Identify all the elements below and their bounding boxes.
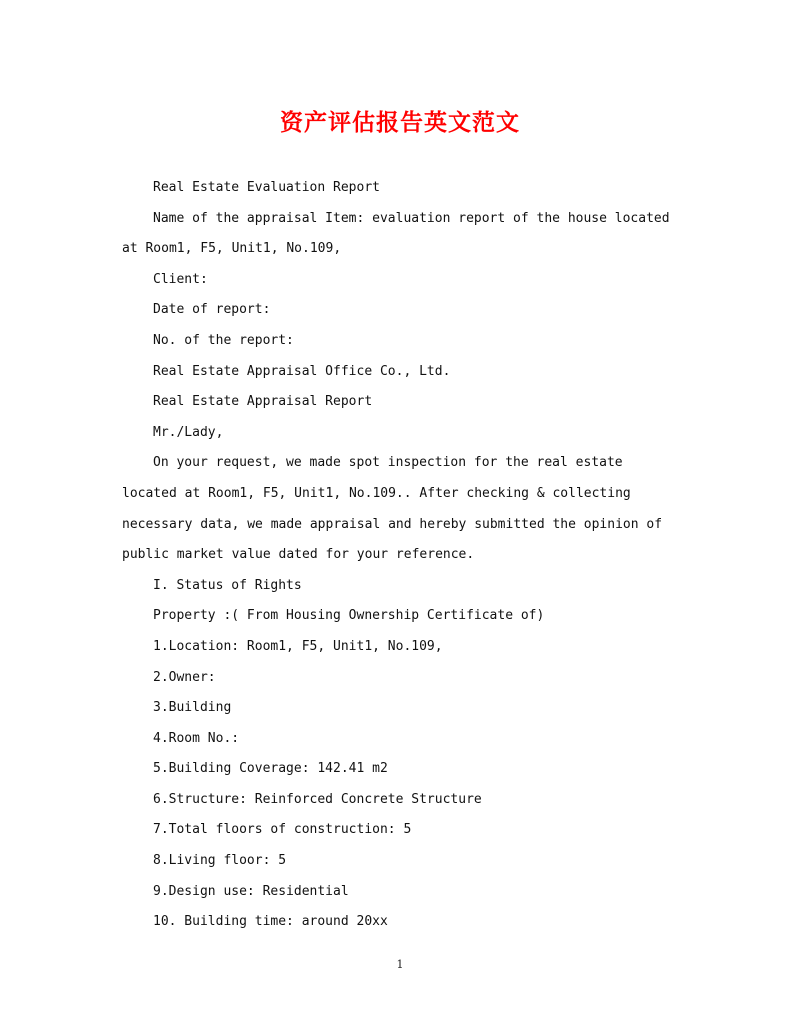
list-item-building-coverage: 5.Building Coverage: 142.41 m2 <box>153 761 388 777</box>
document-title: 资产评估报告英文范文 <box>280 110 520 136</box>
request-paragraph-line: public market value dated for your reference. <box>122 547 475 563</box>
list-item-location: 1.Location: Room1, F5, Unit1, No.109, <box>153 638 443 654</box>
client-line: Client: <box>153 271 208 287</box>
list-item-building-time: 10. Building time: around 20xx <box>153 914 388 930</box>
list-item-living-floor: 8.Living floor: 5 <box>153 853 287 869</box>
office-name-line: Real Estate Appraisal Office Co., Ltd. <box>153 363 451 379</box>
document-body <box>122 173 682 938</box>
list-item-total-floors: 7.Total floors of construction: 5 <box>153 822 412 838</box>
list-item-design-use: 9.Design use: Residential <box>153 883 349 899</box>
request-paragraph-line: located at Room1, F5, Unit1, No.109.. After checking & collecting <box>122 485 631 501</box>
list-item-owner: 2.Owner: <box>153 669 216 685</box>
section-heading-status-of-rights: I. Status of Rights <box>153 577 302 593</box>
date-of-report-line: Date of report: <box>153 302 271 318</box>
appraisal-report-line: Real Estate Appraisal Report <box>153 394 373 410</box>
appraisal-item-continuation-line: at Room1, F5, Unit1, No.109, <box>122 241 342 257</box>
page-number: 1 <box>396 958 404 971</box>
appraisal-item-line: Name of the appraisal Item: evaluation report of the house located <box>153 210 670 226</box>
report-number-line: No. of the report: <box>153 332 294 348</box>
request-paragraph-line: On your request, we made spot inspection for the real estate <box>153 455 623 471</box>
request-paragraph-line: necessary data, we made appraisal and hereby submitted the opinion of <box>122 516 663 532</box>
list-item-building: 3.Building <box>153 700 232 716</box>
property-line: Property :( From Housing Ownership Certificate of) <box>153 608 545 624</box>
salutation-line: Mr./Lady, <box>153 424 224 440</box>
report-heading-line: Real Estate Evaluation Report <box>153 180 380 195</box>
list-item-structure: 6.Structure: Reinforced Concrete Structure <box>153 791 482 807</box>
list-item-room-no: 4.Room No.: <box>153 730 240 746</box>
